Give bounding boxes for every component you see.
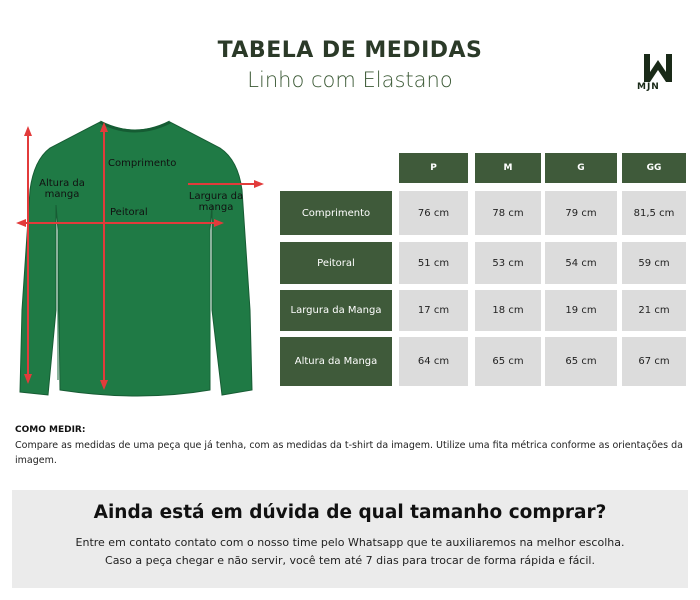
row-label-comprimento: Comprimento: [280, 191, 392, 235]
brand-logo-text: MJN: [637, 82, 660, 92]
table-cell: 79 cm: [545, 191, 617, 235]
label-altura-manga-2: manga: [44, 189, 80, 200]
shirt-illustration: [0, 110, 280, 410]
table-cell: 21 cm: [622, 290, 686, 331]
row-label-altura-manga: Altura da Manga: [280, 337, 392, 386]
table-cell: 76 cm: [399, 191, 468, 235]
col-header-gg: GG: [622, 153, 686, 183]
help-box-title: Ainda está em dúvida de qual tamanho comprar?: [93, 502, 607, 523]
how-to-title: COMO MEDIR:: [15, 425, 86, 435]
label-comprimento: Comprimento: [108, 158, 177, 169]
row-label-largura-manga: Largura da Manga: [280, 290, 392, 331]
label-altura-manga-1: Altura da: [39, 178, 85, 189]
row-label-peitoral: Peitoral: [280, 242, 392, 284]
table-cell: 54 cm: [545, 242, 617, 284]
table-cell: 17 cm: [399, 290, 468, 331]
table-cell: 81,5 cm: [622, 191, 686, 235]
help-box-line-1: Entre em contato contato com o nosso time pelo Whatsapp que te auxiliaremos na melhor escolha.: [75, 536, 625, 549]
label-largura-manga-1: Largura da: [188, 191, 244, 202]
table-cell: 78 cm: [475, 191, 541, 235]
table-cell: 67 cm: [622, 337, 686, 386]
table-cell: 18 cm: [475, 290, 541, 331]
help-box: [12, 490, 688, 588]
col-header-p: P: [399, 153, 468, 183]
table-cell: 59 cm: [622, 242, 686, 284]
table-cell: 19 cm: [545, 290, 617, 331]
label-peitoral: Peitoral: [110, 207, 148, 218]
page-title: TABELA DE MEDIDAS: [217, 38, 483, 63]
how-to-text: Compare as medidas de uma peça que já tenha, com as medidas da t-shirt da imagem. Utilize uma fita métrica conforme as orientações da imagem.: [15, 440, 683, 466]
label-largura-manga-2: manga: [198, 202, 234, 213]
col-header-g: G: [545, 153, 617, 183]
table-cell: 65 cm: [475, 337, 541, 386]
help-box-text: [12, 534, 688, 570]
tshirt-icon: [0, 110, 280, 410]
table-cell: 64 cm: [399, 337, 468, 386]
table-cell: 51 cm: [399, 242, 468, 284]
help-box-line-2: Caso a peça chegar e não servir, você tem até 7 dias para trocar de forma rápida e fácil.: [105, 554, 595, 567]
table-cell: 53 cm: [475, 242, 541, 284]
page-subtitle: Linho com Elastano: [247, 68, 453, 92]
col-header-m: M: [475, 153, 541, 183]
table-cell: 65 cm: [545, 337, 617, 386]
